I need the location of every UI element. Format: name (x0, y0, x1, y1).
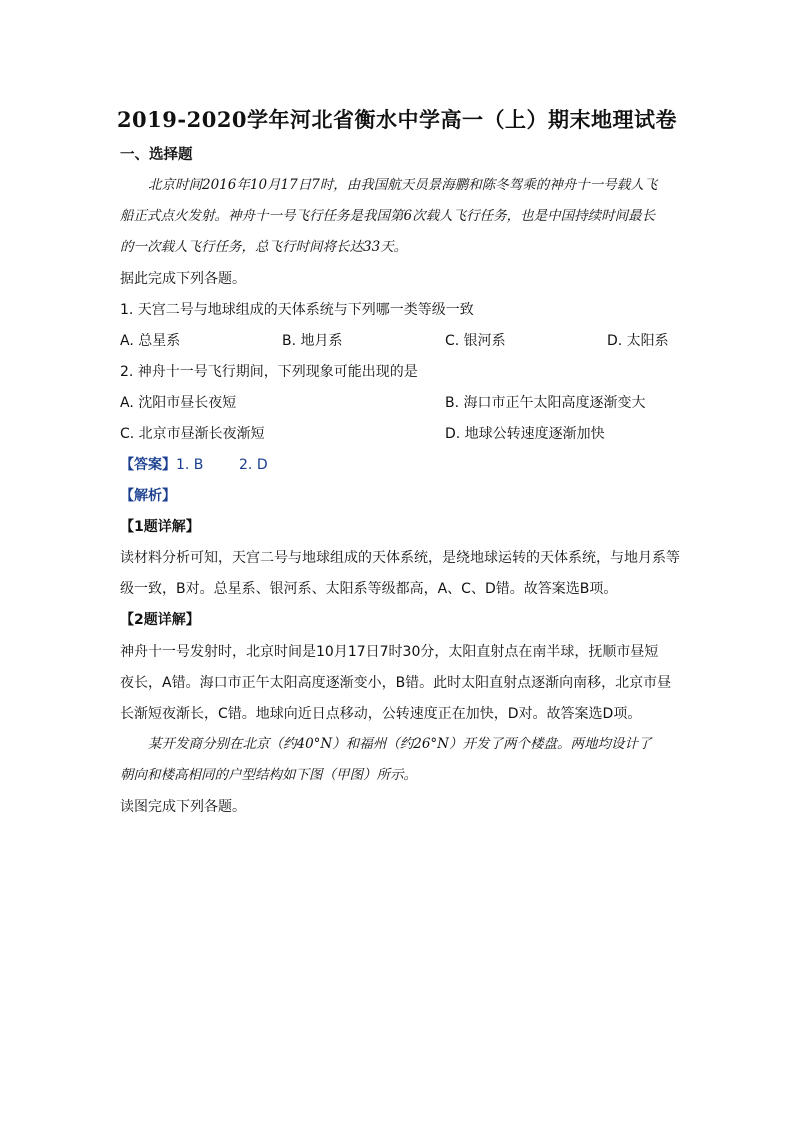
passage2-line: 朝向和楼高相同的户型结构如下图（甲图）所示。 (120, 767, 417, 783)
answer-text: 1. B 2. D (176, 457, 268, 473)
question-2-stem: 2. 神舟十一号飞行期间，下列现象可能出现的是 (120, 364, 418, 380)
q2-option-a: A. 沈阳市昼长夜短 (120, 395, 237, 411)
detail2-line: 长渐短夜渐长，C错。地球向近日点移动，公转速度正在加快，D对。故答案选D项。 (120, 706, 642, 722)
page-title: 2019-2020学年河北省衡水中学高一（上）期末地理试卷 (116, 107, 678, 132)
passage1-line: 船正式点火发射。神舟十一号飞行任务是我国第6次载人飞行任务，也是中国持续时间最长 (120, 208, 656, 224)
answer-row (120, 458, 268, 472)
q1-option-c: C. 银河系 (445, 333, 506, 349)
q1-option-b: B. 地月系 (282, 333, 343, 349)
detail1-line: 级一致，B对。总星系、银河系、太阳系等级都高，A、C、D错。故答案选B项。 (120, 581, 618, 597)
answer-tag: 【答案】 (120, 457, 176, 473)
analysis-heading: 【解析】 (120, 488, 176, 504)
passage2-line: 某开发商分别在北京（约40°N）和福州（约26°N）开发了两个楼盘。两地均设计了 (148, 736, 652, 752)
passage1-line: 北京时间2016年10月17日7时，由我国航天员景海鹏和陈冬驾乘的神舟十一号载人飞 (148, 177, 658, 193)
instruction-text: 读图完成下列各题。 (120, 799, 246, 815)
q1-option-a: A. 总星系 (120, 333, 181, 349)
detail2-line: 夜长，A错。海口市正午太阳高度逐渐变小，B错。此时太阳直射点逐渐向南移，北京市昼 (120, 675, 672, 691)
q2-option-d: D. 地球公转速度逐渐加快 (445, 426, 605, 442)
q2-option-c: C. 北京市昼渐长夜渐短 (120, 426, 265, 442)
passage1-line: 的一次载人飞行任务，总飞行时间将长达33天。 (120, 239, 408, 255)
detail1-line: 读材料分析可知，天宫二号与地球组成的天体系统，是绕地球运转的天体系统，与地月系等 (120, 550, 680, 566)
q2-option-b: B. 海口市正午太阳高度逐渐变大 (445, 395, 646, 411)
detail2-line: 神舟十一号发射时，北京时间是10月17日7时30分，太阳直射点在南半球，抚顺市昼短 (120, 644, 659, 660)
instruction-text: 据此完成下列各题。 (120, 271, 246, 287)
q1-option-d: D. 太阳系 (607, 333, 669, 349)
question-1-stem: 1. 天宫二号与地球组成的天体系统与下列哪一类等级一致 (120, 302, 474, 318)
section-heading: 一、选择题 (120, 147, 193, 163)
detail2-heading: 【2题详解】 (120, 612, 200, 628)
detail1-heading: 【1题详解】 (120, 519, 200, 535)
